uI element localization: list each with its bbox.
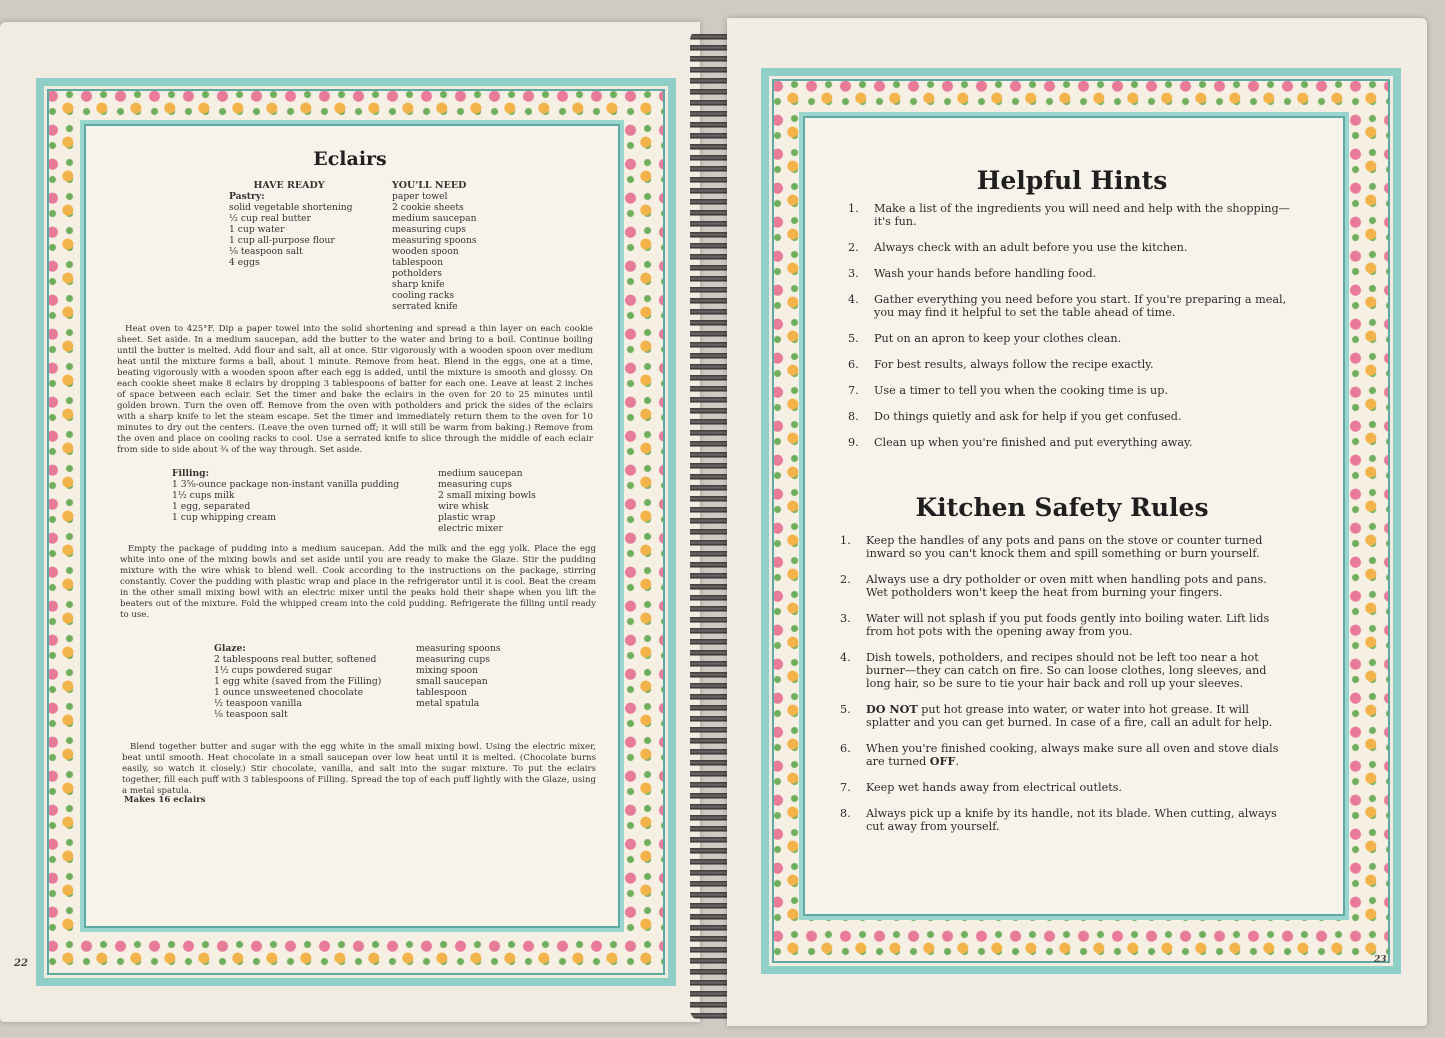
emphasis-text: OFF [929, 754, 956, 768]
list-item: potholders [392, 268, 442, 279]
pastry-instructions: Heat oven to 425°F. Dip a paper towel into the solid shortening and spread a thin layer on each cookie sheet. Set aside. In a medium saucepan, add the butter to the water and bring to a boil. Continue boiling until the butter is melted. Add flour and salt, all at once. Stir vigorously with a wooden spoon over medium heat until the mixture forms a ball, about 1 minute. Remove from heat. Blend in the eggs, one at a time, beating vigorously with a wooden spoon after each egg is added, until the mixture is smooth and glossy. On each cookie sheet make 8 eclairs by dropping 3 tablespoons of batter for each one. Leave at least 2 inches of space between each eclair. Set the timer and bake the eclairs in the oven for 20 to 25 minutes until golden brown. Turn the oven off. Remove from the oven with potholders and prick the sides of the eclairs with a sharp knife to let the steam escape. Set the timer and immediately return them to the oven for 10 minutes to dry out the centers. (Leave the oven turned off; it will still be warm from baking.) Remove from the oven and place on cooling racks to cool. Use a serrated knife to slice through the middle of each eclair from side to side about ¾ of the way through. Set aside. [117, 324, 593, 455]
item-text-tail: . [955, 755, 959, 768]
recipe-yield: Makes 16 eclairs [124, 795, 206, 805]
list-item: medium saucepan [438, 468, 523, 479]
list-item: medium saucepan [392, 213, 477, 224]
list-item: sharp knife [392, 279, 445, 290]
list-item: ⅛ teaspoon salt [229, 246, 303, 257]
item-number: 5. [840, 703, 851, 716]
helpful-hints-title: Helpful Hints [976, 166, 1168, 195]
item-number: 1. [840, 534, 851, 547]
list-item: 1 egg, separated [172, 501, 251, 512]
filling-tools-list [438, 468, 578, 534]
hint-item [848, 332, 1300, 345]
page-number-right: 23 [1374, 955, 1387, 965]
item-text: put hot grease into water, or water into hot grease. It will splatter and you can get burned. In case of a fire, call an adult for help. [866, 703, 1273, 729]
list-item: 4 eggs [229, 257, 260, 268]
list-item: plastic wrap [438, 512, 496, 523]
list-item: ½ cup real butter [229, 213, 311, 224]
youll-need-header: YOU'LL NEED [392, 180, 467, 191]
list-item: 1 3⅝-ounce package non-instant vanilla pudding [172, 479, 400, 490]
item-text: Wash your hands before handling food. [874, 267, 1097, 280]
item-number: 7. [848, 384, 859, 397]
list-item: 1 cup all-purpose flour [229, 235, 335, 246]
list-item: mixing spoon [416, 665, 479, 676]
hint-item [848, 436, 1300, 449]
emphasis-text: DO NOT [866, 702, 918, 716]
item-text: Do things quietly and ask for help if you get confused. [874, 410, 1182, 423]
have-ready-column [229, 180, 379, 268]
item-number: 8. [848, 410, 859, 423]
list-item: tablespoon [392, 257, 444, 268]
list-item: wire whisk [438, 501, 489, 512]
list-item: measuring cups [392, 224, 466, 235]
item-text: Dish towels, potholders, and recipes should not be left too near a hot burner—they can catch on fire. So can loose clothes, long sleeves, and long hair, so be sure to tie your hair back and roll up your sleeves. [866, 651, 1267, 690]
glaze-ingredients [214, 643, 414, 720]
safety-rule-item [840, 742, 1292, 768]
glaze-tools [416, 643, 556, 709]
hint-item [848, 267, 1300, 280]
item-number: 9. [848, 436, 859, 449]
page-number-left: 22 [14, 958, 28, 969]
filling-label: Filling: [172, 468, 209, 479]
list-item: wooden spoon [392, 246, 459, 257]
item-number: 4. [840, 651, 851, 664]
list-item: measuring cups [416, 654, 490, 665]
list-item: 1 ounce unsweetened chocolate [214, 687, 364, 698]
item-number: 7. [840, 781, 851, 794]
glaze-instructions: Blend together butter and sugar with the egg white in the small mixing bowl. Using the electric mixer, beat until smooth. Heat chocolate in a small saucepan over low heat until it is melted. (Chocolate burns easily, so watch it closely.) Stir chocolate, vanilla, and salt into the sugar mixture. To put the eclairs together, fill each puff with 3 tablespoons of Filling. Spread the top of each puff lightly with the Glaze, using a metal spatula. [122, 742, 596, 796]
safety-rule-item [840, 781, 1292, 794]
item-text: Put on an apron to keep your clothes clean. [874, 332, 1122, 345]
item-text: Make a list of the ingredients you will need and help with the shopping—it's fun. [874, 202, 1290, 228]
item-text: Gather everything you need before you start. If you're preparing a meal, you may find it helpful to set the table ahead of time. [874, 293, 1287, 319]
item-text: When you're finished cooking, always make sure all oven and stove dials are turned [866, 742, 1279, 768]
safety-rule-item [840, 573, 1292, 599]
list-item: serrated knife [392, 301, 458, 312]
safety-rule-item [840, 807, 1292, 833]
pastry-label: Pastry: [229, 191, 265, 202]
list-item: small saucepan [416, 676, 488, 687]
list-item: 1 cup whipping cream [172, 512, 276, 523]
glaze-tools-list [416, 643, 556, 709]
item-number: 2. [840, 573, 851, 586]
item-text: Keep wet hands away from electrical outlets. [866, 781, 1122, 794]
item-number: 8. [840, 807, 851, 820]
filling-tools [438, 468, 578, 534]
safety-rules-list [840, 534, 1292, 833]
pastry-ingredients-list [229, 202, 379, 268]
item-number: 4. [848, 293, 859, 306]
item-number: 6. [848, 358, 859, 371]
hint-item [848, 384, 1300, 397]
helpful-hints-list [848, 202, 1300, 449]
list-item: measuring spoons [392, 235, 477, 246]
item-number: 5. [848, 332, 859, 345]
hint-item [848, 293, 1300, 319]
youll-need-column [392, 180, 532, 312]
list-item: ⅛ teaspoon salt [214, 709, 288, 720]
item-number: 3. [840, 612, 851, 625]
list-item: electric mixer [438, 523, 503, 534]
list-item: 1½ cups powdered sugar [214, 665, 332, 676]
item-text: Keep the handles of any pots and pans on the stove or counter turned inward so you can't knock them and spill something or burn yourself. [866, 534, 1263, 560]
have-ready-header: HAVE READY [253, 180, 325, 191]
list-item: paper towel [392, 191, 448, 202]
safety-rule-item [840, 703, 1292, 729]
recipe-title: Eclairs [313, 148, 387, 170]
kitchen-safety-title: Kitchen Safety Rules [915, 493, 1209, 522]
list-item: 1 cup water [229, 224, 285, 235]
hint-item [848, 241, 1300, 254]
list-item: solid vegetable shortening [229, 202, 353, 213]
list-item: cooling racks [392, 290, 455, 301]
item-text: Always pick up a knife by its handle, not its blade. When cutting, always cut away from yourself. [866, 807, 1277, 833]
item-number: 1. [848, 202, 859, 215]
item-text: Use a timer to tell you when the cooking time is up. [874, 384, 1168, 397]
list-item: 2 tablespoons real butter, softened [214, 654, 377, 665]
filling-ingredients-list [172, 479, 422, 523]
list-item: ½ teaspoon vanilla [214, 698, 302, 709]
item-number: 6. [840, 742, 851, 755]
safety-rule-item [840, 534, 1292, 560]
safety-rule-item [840, 612, 1292, 638]
pastry-tools-list [392, 191, 532, 312]
list-item: 1½ cups milk [172, 490, 235, 501]
hint-item [848, 202, 1300, 228]
list-item: tablespoon [416, 687, 468, 698]
filling-ingredients [172, 468, 422, 523]
hint-item [848, 358, 1300, 371]
list-item: 1 egg white (saved from the Filling) [214, 676, 382, 687]
filling-instructions: Empty the package of pudding into a medium saucepan. Add the milk and the egg yolk. Place the egg white into one of the mixing bowls and set aside until you are ready to make the Glaze. Stir the pudding mixture with the wire whisk to blend well. Cook according to the instructions on the package, stirring constantly. Cover the pudding with plastic wrap and place in the refrigerator until it is cool. Beat the cream in the other small mixing bowl with an electric mixer until the peaks hold their shape when you lift the beaters out of the mixture. Fold the whipped cream into the cold pudding. Refrigerate the filling until ready to use. [120, 544, 596, 620]
list-item: measuring cups [438, 479, 512, 490]
glaze-label: Glaze: [214, 643, 246, 654]
list-item: measuring spoons [416, 643, 501, 654]
item-text: Always check with an adult before you use the kitchen. [874, 241, 1188, 254]
list-item: metal spatula [416, 698, 480, 709]
item-number: 2. [848, 241, 859, 254]
list-item: 2 cookie sheets [392, 202, 464, 213]
item-text: Water will not splash if you put foods gently into boiling water. Lift lids from hot pots with the opening away from you. [866, 612, 1270, 638]
item-text: Always use a dry potholder or oven mitt when handling pots and pans. Wet potholders won't keep the heat from burning your fingers. [866, 573, 1267, 599]
glaze-ingredients-list [214, 654, 414, 720]
safety-rule-item [840, 651, 1292, 690]
list-item: 2 small mixing bowls [438, 490, 536, 501]
item-text: For best results, always follow the recipe exactly. [874, 358, 1154, 371]
item-text: Clean up when you're finished and put everything away. [874, 436, 1193, 449]
hint-item [848, 410, 1300, 423]
item-number: 3. [848, 267, 859, 280]
